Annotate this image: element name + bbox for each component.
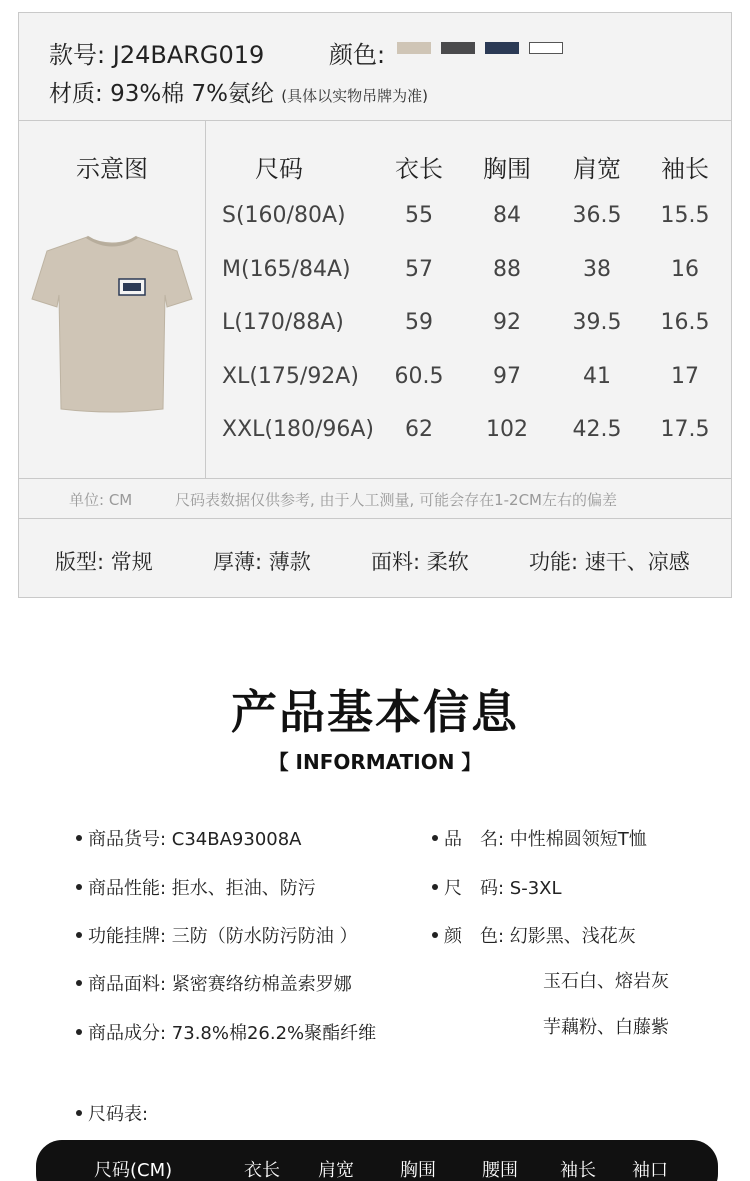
unit-row xyxy=(19,479,731,519)
table-cell: 102 xyxy=(486,417,528,442)
table-cell: 36.5 xyxy=(572,203,622,228)
list-item: 商品货号: C34BA93008A xyxy=(76,825,302,851)
list-item: 商品面料: 紧密赛络纺棉盖索罗娜 xyxy=(76,970,352,996)
table-cell: 16.5 xyxy=(660,310,710,335)
size-table xyxy=(19,121,731,479)
list-item: 商品成分: 73.8%棉26.2%聚酯纤维 xyxy=(76,1019,376,1045)
table-cell: 15.5 xyxy=(660,203,710,228)
table-cell: 84 xyxy=(493,203,521,228)
bar-col-size: 尺码(CM) xyxy=(94,1160,173,1181)
bar-col-cuff: 袖口 xyxy=(632,1160,668,1181)
bar-col-sleeve: 袖长 xyxy=(560,1160,596,1181)
info-subtitle: 【 INFORMATION 】 xyxy=(268,750,482,774)
info-title: 产品基本信息 xyxy=(231,685,519,739)
table-cell: 17 xyxy=(671,364,699,389)
table-cell: 88 xyxy=(493,257,521,282)
table-cell: 38 xyxy=(583,257,611,282)
divider xyxy=(205,121,206,479)
header-size: 尺码 xyxy=(255,155,303,183)
bar-col-waist: 腰围 xyxy=(482,1160,518,1181)
table-cell: M(165/84A) xyxy=(222,257,351,282)
size-card xyxy=(18,12,732,598)
list-item: 品 名: 中性棉圆领短T恤 xyxy=(432,825,647,851)
attr-function: 功能: 速干、凉感 xyxy=(529,550,690,574)
material: 材质: 93%棉 7%氨纶 (具体以实物吊牌为准) xyxy=(49,81,429,107)
list-item: 颜 色: 幻影黑、浅花灰 xyxy=(432,922,636,948)
disclaimer: 尺码表数据仅供参考, 由于人工测量, 可能会存在1-2CM左右的偏差 xyxy=(175,491,617,509)
color-swatch-white[interactable] xyxy=(529,42,563,54)
table-cell: 62 xyxy=(405,417,433,442)
attribute-row xyxy=(19,519,731,599)
table-cell: XXL(180/96A) xyxy=(222,417,375,442)
table-cell: 92 xyxy=(493,310,521,335)
unit-label: 单位: CM xyxy=(69,491,133,509)
bar-col-chest: 胸围 xyxy=(400,1160,436,1181)
material-note: (具体以实物吊牌为准) xyxy=(281,87,429,105)
list-item: 尺 码: S-3XL xyxy=(432,874,562,900)
list-item: 商品性能: 拒水、拒油、防污 xyxy=(76,874,316,900)
attr-thickness: 厚薄: 薄款 xyxy=(213,550,311,574)
header-sleeve: 袖长 xyxy=(661,155,709,183)
size-chart-header-bar xyxy=(36,1140,718,1181)
header-chest: 胸围 xyxy=(483,155,531,183)
table-cell: 16 xyxy=(671,257,699,282)
list-item: 功能挂牌: 三防（防水防污防油 ） xyxy=(76,922,358,948)
color-swatch-beige[interactable] xyxy=(397,42,431,54)
table-cell: 55 xyxy=(405,203,433,228)
table-cell: XL(175/92A) xyxy=(222,364,359,389)
size-chart-label: 尺码表: xyxy=(76,1100,148,1126)
table-cell: 57 xyxy=(405,257,433,282)
header-shoulder: 肩宽 xyxy=(573,155,621,183)
bar-col-length: 衣长 xyxy=(244,1160,280,1181)
bar-col-shoulder: 肩宽 xyxy=(318,1160,354,1181)
header-length: 衣长 xyxy=(395,155,443,183)
table-cell: 41 xyxy=(583,364,611,389)
table-cell: 60.5 xyxy=(394,364,444,389)
table-cell: 39.5 xyxy=(572,310,622,335)
tshirt-illustration xyxy=(27,229,197,419)
attr-fabric: 面料: 柔软 xyxy=(371,550,469,574)
attr-fit: 版型: 常规 xyxy=(55,550,153,574)
color-list-cont: 芋藕粉、白藤紫 xyxy=(543,1017,669,1038)
product-header xyxy=(19,13,731,121)
table-cell: 97 xyxy=(493,364,521,389)
table-cell: L(170/88A) xyxy=(222,310,344,335)
color-swatch-navy[interactable] xyxy=(485,42,519,54)
model-number: 款号: J24BARG019 xyxy=(49,41,265,69)
color-list-cont: 玉石白、熔岩灰 xyxy=(543,971,669,992)
table-cell: 17.5 xyxy=(660,417,710,442)
diagram-label: 示意图 xyxy=(76,155,148,183)
colors-label: 颜色: xyxy=(329,41,386,69)
table-cell: 42.5 xyxy=(572,417,622,442)
color-swatch-dark-gray[interactable] xyxy=(441,42,475,54)
table-cell: 59 xyxy=(405,310,433,335)
table-cell: S(160/80A) xyxy=(222,203,346,228)
